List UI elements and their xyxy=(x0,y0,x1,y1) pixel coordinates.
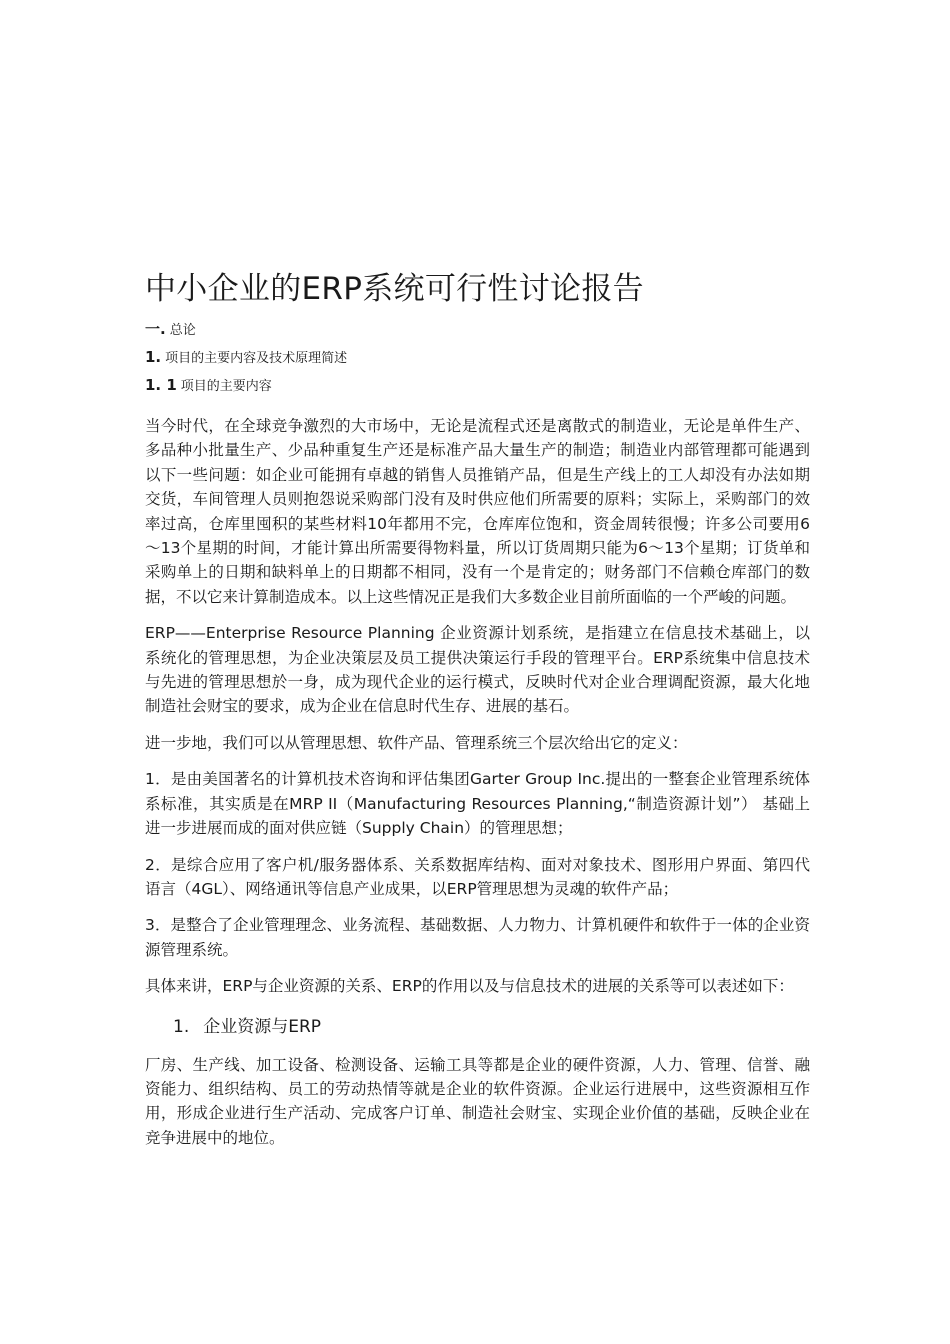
section-number: 一. xyxy=(145,320,166,338)
section-heading-1 xyxy=(145,316,810,344)
paragraph-relationship: 具体来讲，ERP与企业资源的关系、ERP的作用以及与信息技术的进展的关系等可以表述如下： xyxy=(145,977,794,996)
paragraph-erp-definition: ERP——Enterprise Resource Planning 企业资源计划系统，是指建立在信息技术基础上，以系统化的管理思想，为企业决策层及员工提供决策运行手段的管理平台。ERP系统集中信息技术与先进的管理思想於一身，成为现代企业的运行模式，反映时代对企业合理调配资源，最大化地制造社会财宝的要求，成为企业在信息时代生存、进展的基石。 xyxy=(145,624,810,716)
paragraph-definition-1: 1．是由美国著名的计算机技术咨询和评估集团Garter Group Inc.提出的一整套企业管理系统体系标准，其实质是在MRP II（Manufacturing Resources Planning,“制造资源计划”） 基础上进一步进展而成的面对供应链（Supply Chain）的管理思想； xyxy=(145,770,810,838)
section-heading-1-1-1 xyxy=(145,372,810,400)
section-label: 项目的主要内容 xyxy=(180,379,272,394)
list-number: 1. xyxy=(173,1016,190,1037)
document-page xyxy=(145,268,810,1150)
list-heading-resources xyxy=(145,1013,810,1041)
paragraph-definition-3: 3．是整合了企业管理理念、业务流程、基础数据、人力物力、计算机硬件和软件于一体的企业资源管理系统。 xyxy=(145,916,810,959)
section-label: 总论 xyxy=(169,323,196,338)
section-label: 项目的主要内容及技术原理简述 xyxy=(165,351,348,366)
paragraph-resources: 厂房、生产线、加工设备、检测设备、运输工具等都是企业的硬件资源，人力、管理、信誉、融资能力、组织结构、员工的劳动热情等就是企业的软件资源。企业运行进展中，这些资源相互作用，形成企业进行生产活动、完成客户订单、制造社会财宝、实现企业价值的基础，反映企业在竞争进展中的地位。 xyxy=(145,1055,810,1147)
paragraph-three-levels: 进一步地，我们可以从管理思想、软件产品、管理系统三个层次给出它的定义： xyxy=(145,733,688,752)
paragraph-definition-2: 2．是综合应用了客户机/服务器体系、关系数据库结构、面对对象技术、图形用户界面、第四代语言（4GL）、网络通讯等信息产业成果，以ERP管理思想为灵魂的软件产品； xyxy=(145,855,810,898)
document-title: 中小企业的ERP系统可行性讨论报告 xyxy=(145,271,644,307)
section-number: 1. xyxy=(145,348,162,366)
list-label: 企业资源与ERP xyxy=(203,1016,322,1037)
section-number: 1. 1 xyxy=(145,376,177,394)
section-heading-1-1 xyxy=(145,344,810,372)
paragraph-intro: 当今时代，在全球竞争激烈的大市场中，无论是流程式还是离散式的制造业，无论是单件生产、多品种小批量生产、少品种重复生产还是标准产品大量生产的制造；制造业内部管理都可能遇到以下一些问题：如企业可能拥有卓越的销售人员推销产品，但是生产线上的工人却没有办法如期交货，车间管理人员则抱怨说采购部门没有及时供应他们所需要的原料；实际上，采购部门的效率过高，仓库里囤积的某些材料10年都用不完，仓库库位饱和，资金周转很慢；许多公司要用6～13个星期的时间，才能计算出所需要得物料量，所以订货周期只能为6～13个星期；订货单和采购单上的日期和缺料单上的日期都不相同，没有一个是肯定的；财务部门不信赖仓库部门的数据，不以它来计算制造成本。以上这些情况正是我们大多数企业目前所面临的一个严峻的问题。 xyxy=(145,417,810,606)
